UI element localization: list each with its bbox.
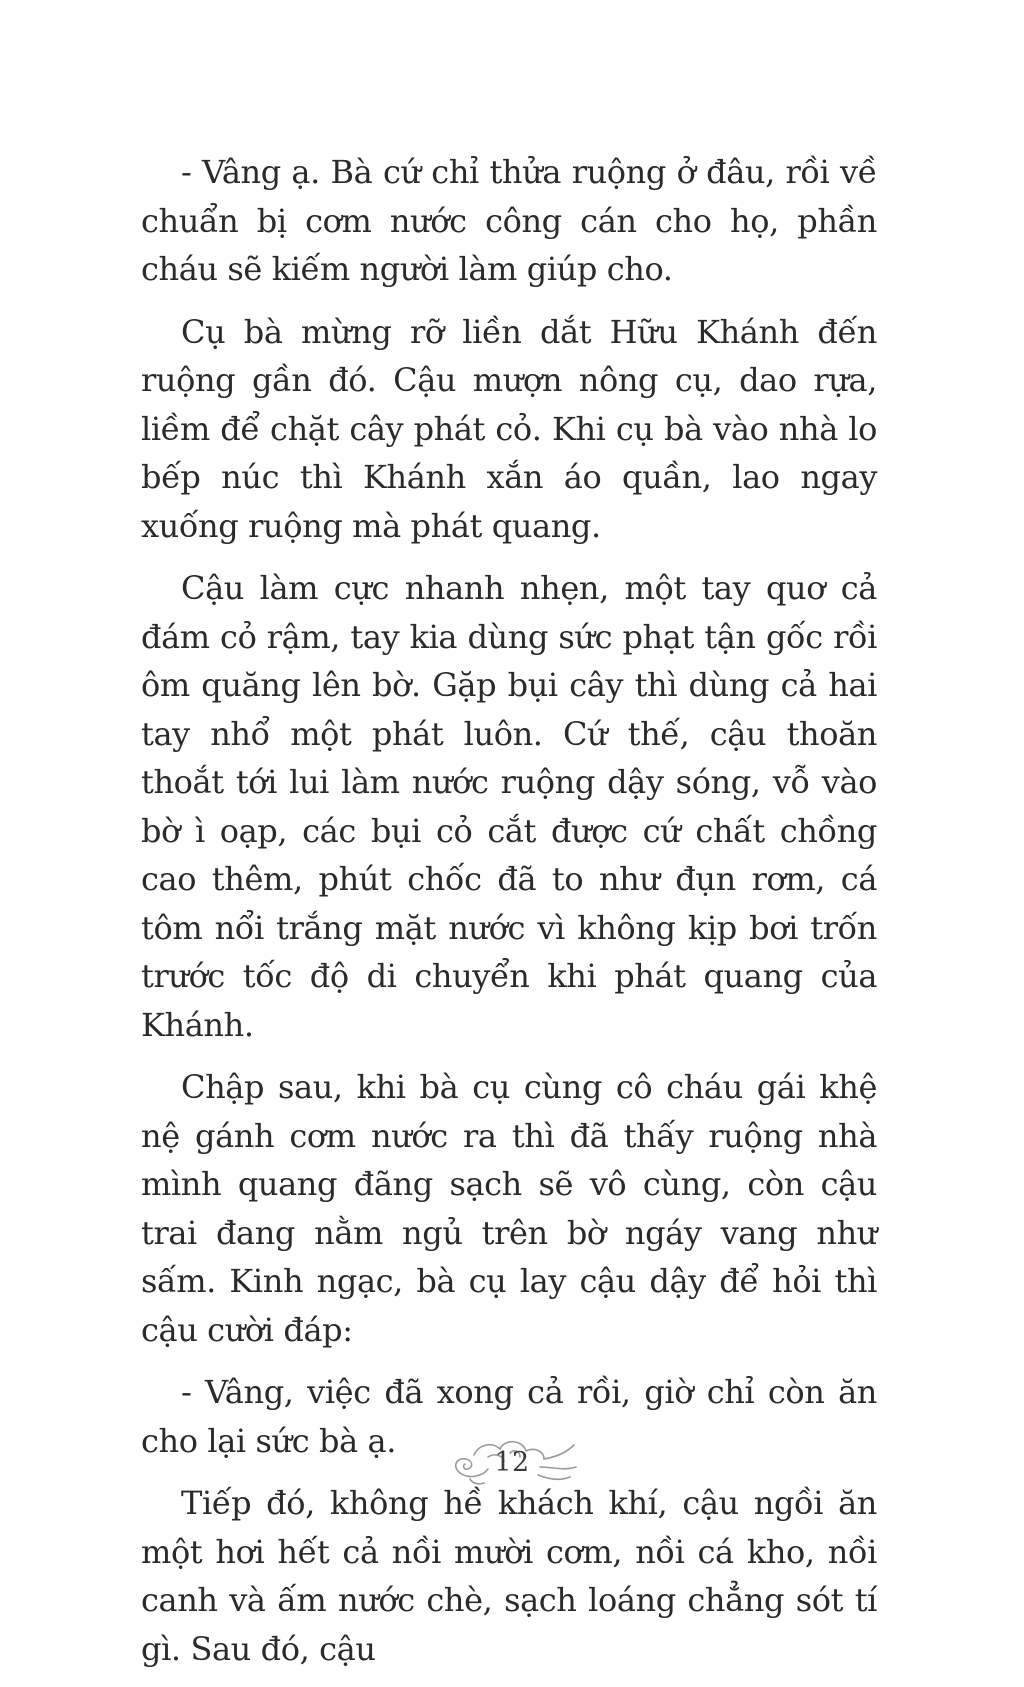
page-number: 12 [494, 1447, 530, 1478]
paragraph-1: - Vâng ạ. Bà cứ chỉ thửa ruộng ở đâu, rồi về chuẩn bị cơm nước công cán cho họ, phần cháu sẽ kiếm người làm giúp cho. [141, 153, 877, 288]
page-footer [0, 1425, 1024, 1505]
paragraph-4: Chập sau, khi bà cụ cùng cô cháu gái khệ nệ gánh cơm nước ra thì đã thấy ruộng nhà mình quang đãng sạch sẽ vô cùng, còn cậu trai đang nằm ngủ trên bờ ngáy vang như sấm. Kinh ngạc, bà cụ lay cậu dậy để hỏi thì cậu cười đáp: [141, 1068, 877, 1349]
paragraph-5: - Vâng, việc đã xong cả rồi, giờ chỉ còn ăn cho lại sức bà ạ. [141, 1373, 877, 1460]
paragraph-6: Tiếp đó, không hề khách khí, cậu ngồi ăn một hơi hết cả nồi mười cơm, nồi cá kho, nồi canh và ấm nước chè, sạch loáng chẳng sót tí gì. Sau đó, cậu [141, 1484, 877, 1668]
paragraph-3: Cậu làm cực nhanh nhẹn, một tay quơ cả đám cỏ rậm, tay kia dùng sức phạt tận gốc rồi ôm quăng lên bờ. Gặp bụi cây thì dùng cả hai tay nhổ một phát luôn. Cứ thế, cậu thoăn thoắt tới lui làm nước ruộng dậy sóng, vỗ vào bờ ì oạp, các bụi cỏ cắt được cứ chất chồng cao thêm, phút chốc đã to như đụn rơm, cá tôm nổi trắng mặt nước vì không kịp bơi trốn trước tốc độ di chuyển khi phát quang của Khánh. [141, 569, 877, 1044]
paragraph-2: Cụ bà mừng rỡ liền dắt Hữu Khánh đến ruộng gần đó. Cậu mượn nông cụ, dao rựa, liềm để chặt cây phát cỏ. Khi cụ bà vào nhà lo bếp núc thì Khánh xắn áo quần, lao ngay xuống ruộng mà phát quang. [141, 312, 877, 545]
